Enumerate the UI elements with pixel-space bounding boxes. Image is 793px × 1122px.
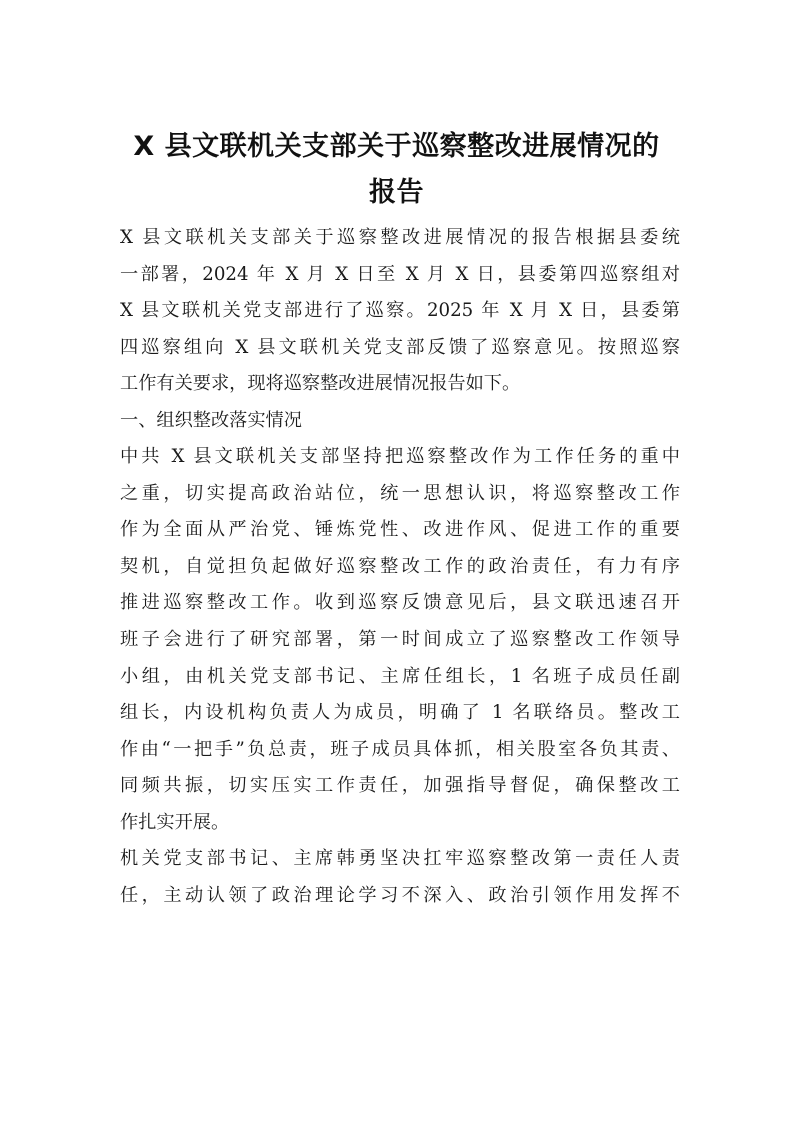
body-line: 任，主动认领了政治理论学习不深入、政治引领作用发挥不 xyxy=(120,884,680,906)
body-line: 作由“一把手”负总责，班子成员具体抓，相关股室各负其责、 xyxy=(120,738,680,760)
body-line: 四巡察组向 X 县文联机关党支部反馈了巡察意见。按照巡察 xyxy=(120,336,680,358)
document-body xyxy=(120,220,680,914)
document-title-line-2: 报告 xyxy=(369,177,424,208)
body-line: 组长，内设机构负责人为成员，明确了 1 名联络员。整改工 xyxy=(120,702,680,724)
body-line: 作为全面从严治党、锤炼党性、改进作风、促进工作的重要 xyxy=(120,519,680,541)
body-line: X 县文联机关支部关于巡察整改进展情况的报告根据县委统 xyxy=(120,227,680,248)
body-line: 作扎实开展。 xyxy=(120,811,230,833)
body-line: 工作有关要求，现将巡察整改进展情况报告如下。 xyxy=(120,373,521,395)
body-line: X 县文联机关党支部进行了巡察。2025 年 X 月 X 日，县委第 xyxy=(120,300,680,322)
body-line: 中共 X 县文联机关支部坚持把巡察整改作为工作任务的重中 xyxy=(120,446,680,468)
body-line: 班子会进行了研究部署，第一时间成立了巡察整改工作领导 xyxy=(120,629,680,651)
body-line: 小组，由机关党支部书记、主席任组长，1 名班子成员任副 xyxy=(120,665,680,687)
body-line: 之重，切实提高政治站位，统一思想认识，将巡察整改工作 xyxy=(120,482,680,504)
body-line: 机关党支部书记、主席韩勇坚决扛牢巡察整改第一责任人责 xyxy=(120,848,680,870)
body-line: 推进巡察整改工作。收到巡察反馈意见后，县文联迅速召开 xyxy=(120,592,680,614)
body-line: 一部署，2024 年 X 月 X 日至 X 月 X 日，县委第四巡察组对 xyxy=(120,263,680,285)
document-title-line-1: X 县文联机关支部关于巡察整改进展情况的 xyxy=(133,131,660,162)
body-line: 契机，自觉担负起做好巡察整改工作的政治责任，有力有序 xyxy=(120,555,680,577)
body-line: 同频共振，切实压实工作责任，加强指导督促，确保整改工 xyxy=(120,775,680,797)
section-heading: 一、组织整改落实情况 xyxy=(120,409,302,431)
